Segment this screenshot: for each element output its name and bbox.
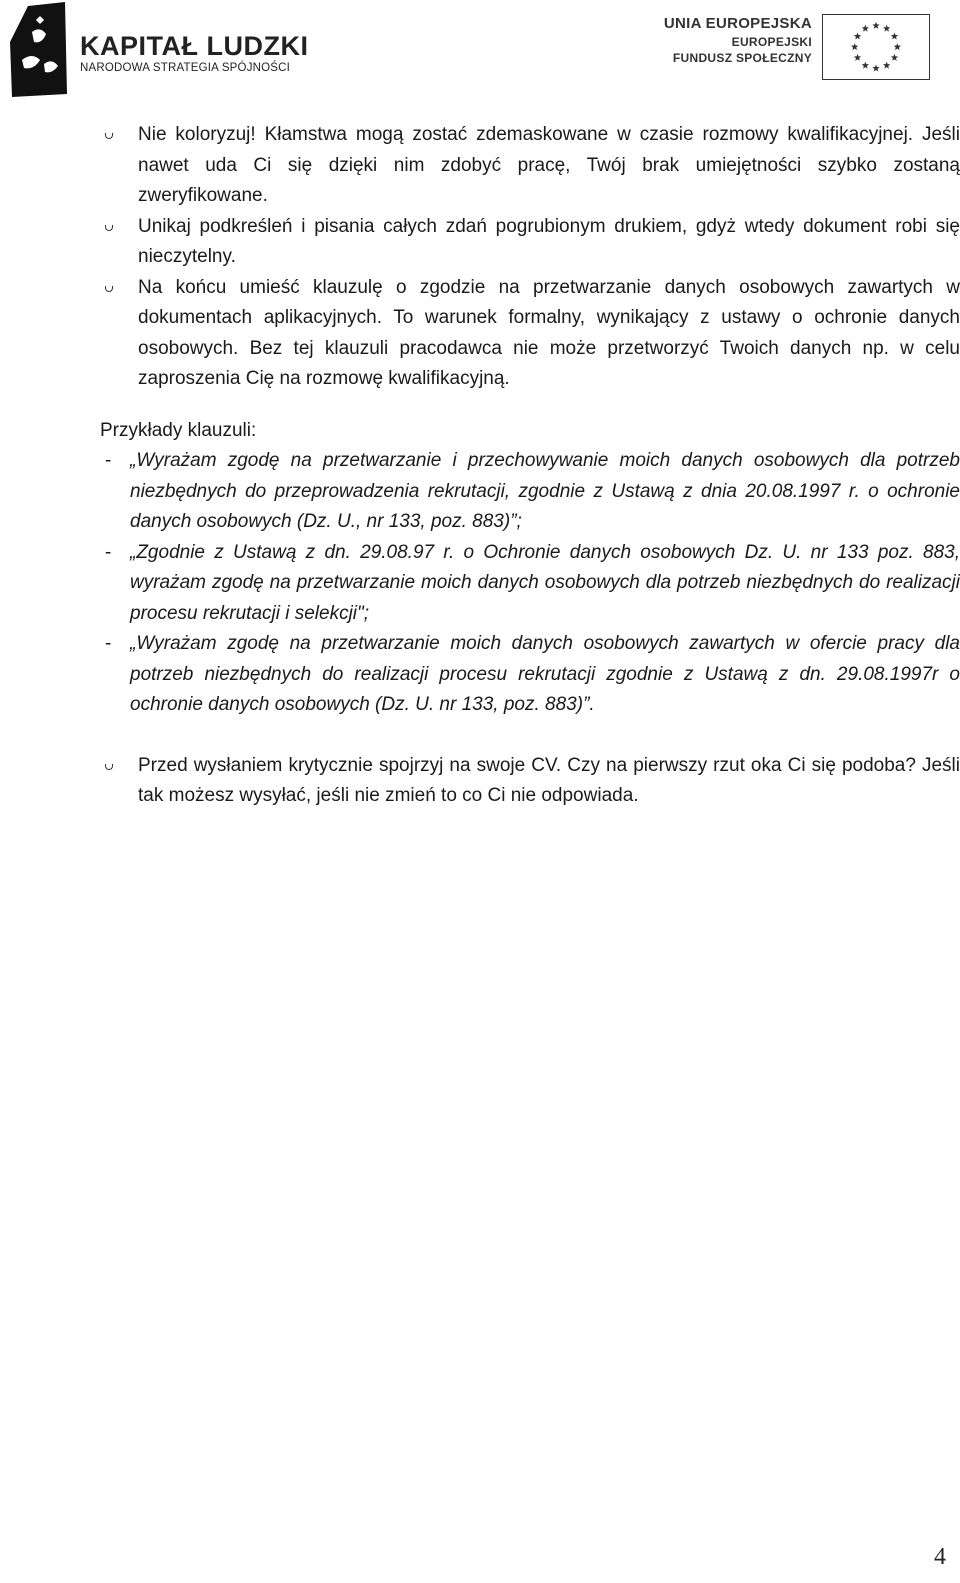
kapital-ludzki-emblem-icon <box>10 2 68 97</box>
eu-star-icon <box>891 54 898 61</box>
bullet-text-1: Nie koloryzuj! Kłamstwa mogą zostać zdemaskowane w czasie rozmowy kwalifikacyjnej. Jeśli nawet uda Ci się dzięki nim zdobyć pracę, Twój brak umiejętności szybko zostaną zweryfikowane. <box>138 124 960 206</box>
eu-star-icon <box>854 32 861 39</box>
example-text-2: „Zgodnie z Ustawą z dn. 29.08.97 r. o Ochronie danych osobowych Dz. U. nr 133 poz. 883, wyrażam zgodę na przetwarzanie moich danych osobowych dla potrzeb niezbędnych do realizacji procesu rekrutacji i selekcji"; <box>130 541 960 624</box>
page-header <box>0 0 960 100</box>
bullet-text-3: Na końcu umieść klauzulę o zgodzie na przetwarzanie danych osobowych zawartych w dokumentach aplikacyjnych. To warunek formalny, wynikający z ustawy o ochronie danych osobowych. Bez tej klauzuli pracodawca nie może przetworzyć Twoich danych np. w celu zaproszenia Cię na rozmowę kwalifikacyjną. <box>138 276 960 389</box>
bullet-icon <box>105 764 113 770</box>
bullet-icon <box>105 286 113 292</box>
eu-star-icon <box>883 25 890 32</box>
bullet-icon <box>105 133 113 139</box>
bullet-icon <box>105 225 113 231</box>
document-body <box>100 120 960 812</box>
dash-marker: - <box>105 541 112 563</box>
example-item-1 <box>100 446 960 538</box>
eu-star-icon <box>894 43 901 50</box>
logo-subtitle: NARODOWA STRATEGIA SPÓJNOŚCI <box>80 61 291 74</box>
eu-star-icon <box>872 64 879 71</box>
eu-flag-icon <box>822 14 930 80</box>
bullet-item-2 <box>100 212 960 273</box>
bullet-item-1 <box>100 120 960 212</box>
examples-list <box>100 446 960 721</box>
example-item-3 <box>100 629 960 721</box>
eu-star-icon <box>883 62 890 69</box>
dash-marker: - <box>105 450 112 471</box>
example-item-2 <box>100 538 960 630</box>
eu-star-icon <box>862 62 869 69</box>
bullet-text-4: Przed wysłaniem krytycznie spojrzyj na swoje CV. Czy na pierwszy rzut oka Ci się podoba? Jeśli tak możesz wysyłać, jeśli nie zmień to co Ci nie odpowiada. <box>138 754 960 806</box>
example-text-3: „Wyrażam zgodę na przetwarzanie moich danych osobowych zawartych w ofercie pracy dla potrzeb niezbędnych do realizacji procesu rekrutacji zgodnie z Ustawą z dn. 29.08.1997r o ochronie danych osobowych (Dz. U. nr 133, poz. 883)”. <box>130 633 960 715</box>
eu-star-icon <box>854 54 861 61</box>
logo-title: KAPITAŁ LUDZKI <box>80 30 309 61</box>
page-number: 4 <box>934 1544 946 1570</box>
dash-marker: - <box>105 633 112 654</box>
eu-line-1: UNIA EUROPEJSKA <box>663 15 812 32</box>
eu-star-icon <box>862 25 869 32</box>
eu-star-icon <box>851 43 858 50</box>
eu-line-2: EUROPEJSKI <box>731 35 812 49</box>
eu-logo <box>664 14 930 80</box>
bullet-text-2: Unikaj podkreśleń i pisania całych zdań pogrubionym drukiem, gdyż wtedy dokument robi się nieczytelny. <box>138 215 960 267</box>
bullet-item-3 <box>100 273 960 395</box>
examples-heading: Przykłady klauzuli: <box>100 419 257 441</box>
eu-star-icon <box>872 22 879 29</box>
example-text-1: „Wyrażam zgodę na przetwarzanie i przechowywanie moich danych osobowych dla potrzeb niezbędnych do przeprowadzenia rekrutacji, zgodnie z Ustawą z dnia 20.08.1997 r. o ochronie danych osobowych (Dz. U., nr 133, poz. 883)”; <box>130 450 960 532</box>
bullet-item-4 <box>100 751 960 812</box>
eu-line-3: FUNDUSZ SPOŁECZNY <box>672 51 812 65</box>
kapital-ludzki-logo <box>10 2 308 97</box>
eu-star-icon <box>891 32 898 39</box>
